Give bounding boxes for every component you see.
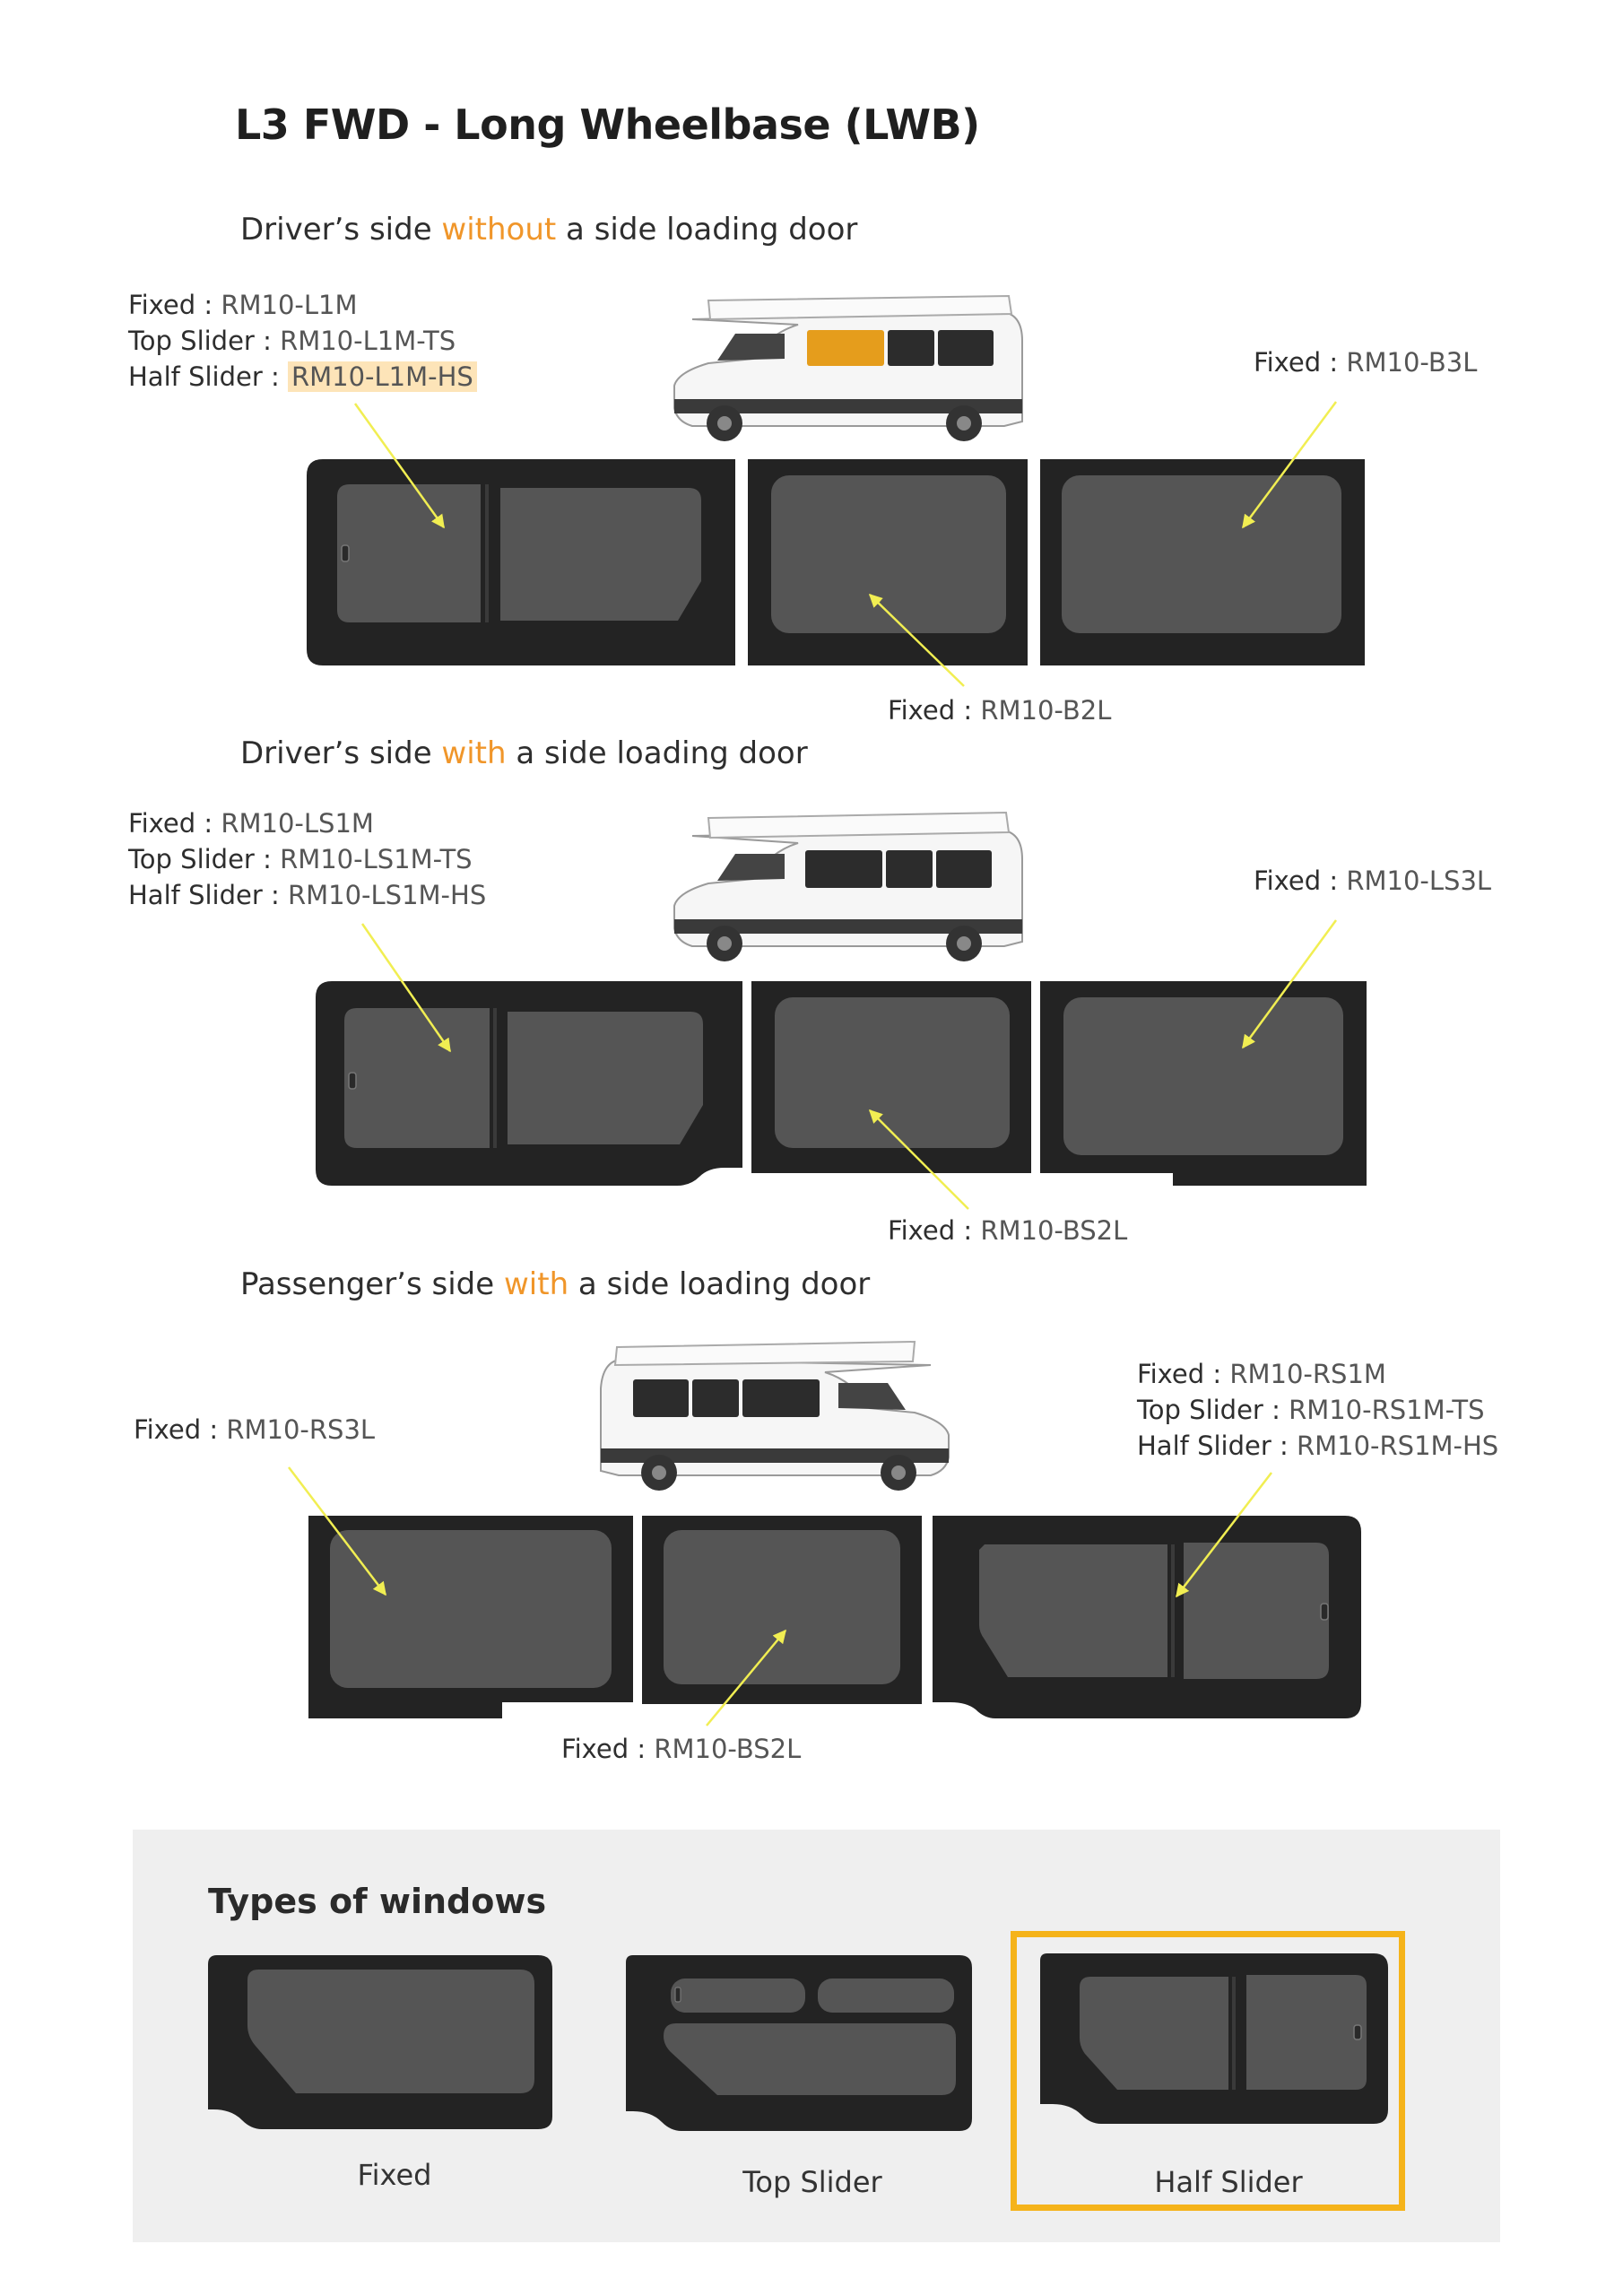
type-caption-fixed: Fixed [357,2158,432,2192]
label-key: Top Slider : [128,844,281,874]
part-code: RM10-BS2L [980,1215,1128,1246]
heading-text: Passenger’s side [240,1266,504,1302]
label-key: Top Slider : [128,326,281,356]
van-windshield [838,1383,906,1410]
van-illustration-passenger-with [601,1342,949,1491]
type-caption-half-slider: Half Slider [1154,2165,1303,2199]
heading-accent: with [503,1266,569,1302]
window-rear-fixed [308,1516,633,1718]
label-key: Top Slider : [1137,1395,1289,1425]
window-middle-fixed [748,459,1028,665]
part-code: RM10-B2L [980,695,1112,726]
heading-text: Driver’s side [240,212,442,248]
part-code: RM10-LS1M [221,808,374,839]
window-rear-fixed [1040,459,1365,665]
type-window-fixed [208,1955,552,2129]
heading-text: a side loading door [506,735,808,771]
van-highlighted-window [807,330,884,366]
van-windshield [717,334,785,361]
window-front-half-slider [933,1516,1361,1718]
part-code: RM10-BS2L [654,1734,802,1764]
part-code: RM10-RS1M-HS [1296,1431,1499,1461]
heading-text: Driver’s side [240,735,442,771]
part-code: RM10-B3L [1346,347,1478,378]
label-key: Half Slider : [128,880,288,910]
part-code: RM10-RS1M-TS [1289,1395,1485,1425]
window-middle-fixed [642,1516,922,1704]
part-code: RM10-RS3L [226,1414,376,1445]
label-key: Fixed : [134,1414,227,1445]
heading-accent: with [441,735,507,771]
van-illustration-driver-with [674,813,1022,961]
label-key: Half Slider : [128,361,288,392]
part-code: RM10-LS1M-TS [280,844,473,874]
label-key: Fixed : [1254,865,1347,896]
van-windshield [717,854,785,881]
part-code: RM10-RS1M [1229,1359,1386,1389]
label-key: Fixed : [888,1215,981,1246]
heading-text: a side loading door [568,1266,871,1302]
label-key: Fixed : [561,1734,655,1764]
window-front-half-slider [316,981,742,1186]
label-key: Half Slider : [1137,1431,1297,1461]
part-code-highlighted: RM10-L1M-HS [288,361,477,392]
label-key: Fixed : [128,808,221,839]
window-rear-fixed [1040,981,1367,1186]
type-window-top-slider [626,1955,972,2131]
van-illustration-driver-without [674,296,1022,441]
window-types-title: Types of windows [208,1882,547,1921]
label-key: Fixed : [1254,347,1347,378]
window-front-half-slider [307,459,735,665]
heading-accent: without [441,212,557,248]
part-code: RM10-L1M [221,290,358,320]
window-middle-fixed [751,981,1031,1173]
type-caption-top-slider: Top Slider [742,2165,882,2199]
label-key: Fixed : [888,695,981,726]
heading-text: a side loading door [556,212,858,248]
part-code: RM10-LS1M-HS [287,880,487,910]
part-code: RM10-LS3L [1346,865,1492,896]
label-key: Fixed : [1137,1359,1230,1389]
label-key: Fixed : [128,290,221,320]
page-title: L3 FWD - Long Wheelbase (LWB) [235,100,980,149]
type-window-half-slider [1040,1953,1388,2124]
part-code: RM10-L1M-TS [280,326,456,356]
